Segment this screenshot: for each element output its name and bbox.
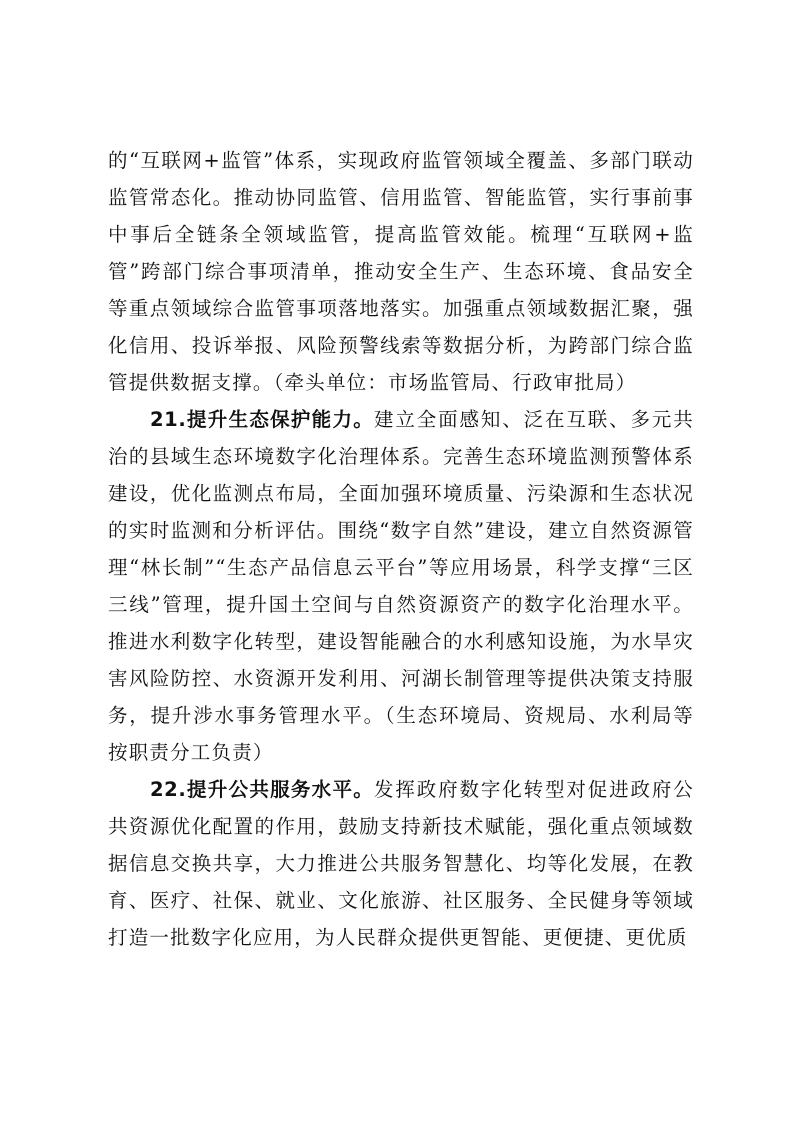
paragraph-text: 的“互联网+监管”体系，实现政府监管领域全覆盖、多部门联动监管常态化。推动协同监管、信用监管、智能监管，实行事前事中事后全链条全领域监管，提高监管效能。梳理“互联网+监管”跨部门综合事项清单，推动安全生产、生态环境、食品安全等重点领域综合监管事项落地落实。加强重点领域数据汇聚，强化信用、投诉举报、风险预警线索等数据分析，为跨部门综合监管提供数据支撑。（牵头单位：市场监管局、行政审批局） (108, 149, 694, 394)
paragraph-text: 建立全面感知、泛在互联、多元共治的县域生态环境数字化治理体系。完善生态环境监测预警体系建设，优化监测点布局，全面加强环境质量、污染源和生态状况的实时监测和分析评估。围绕“数字自然”建设，建立自然资源管理“林长制”“生态产品信息云平台”等应用场景，科学支撑“三区三线”管理，提升国土空间与自然资源资产的数字化治理水平。推进水利数字化转型，建设智能融合的水利感知设施，为水旱灾害风险防控、水资源开发利用、河湖长制管理等提供决策支持服务，提升涉水事务管理水平。（生态环境局、资规局、水利局等按职责分工负责） (108, 408, 694, 764)
section-heading-21: 21.提升生态保护能力。 (150, 408, 375, 431)
paragraph-ecological-protection (108, 401, 694, 771)
paragraph-text: 发挥政府数字化转型对促进政府公共资源优化配置的作用，鼓励支持新技术赋能，强化重点领域数据信息交换共享，大力推进公共服务智慧化、均等化发展，在教育、医疗、社保、就业、文化旅游、社区服务、全民健身等领域打造一批数字化应用，为人民群众提供更智能、更便捷、更优质 (108, 778, 694, 949)
document-body (108, 142, 694, 956)
paragraph-supervision (108, 142, 694, 401)
section-heading-22: 22.提升公共服务水平。 (150, 778, 375, 801)
paragraph-public-service (108, 771, 694, 956)
